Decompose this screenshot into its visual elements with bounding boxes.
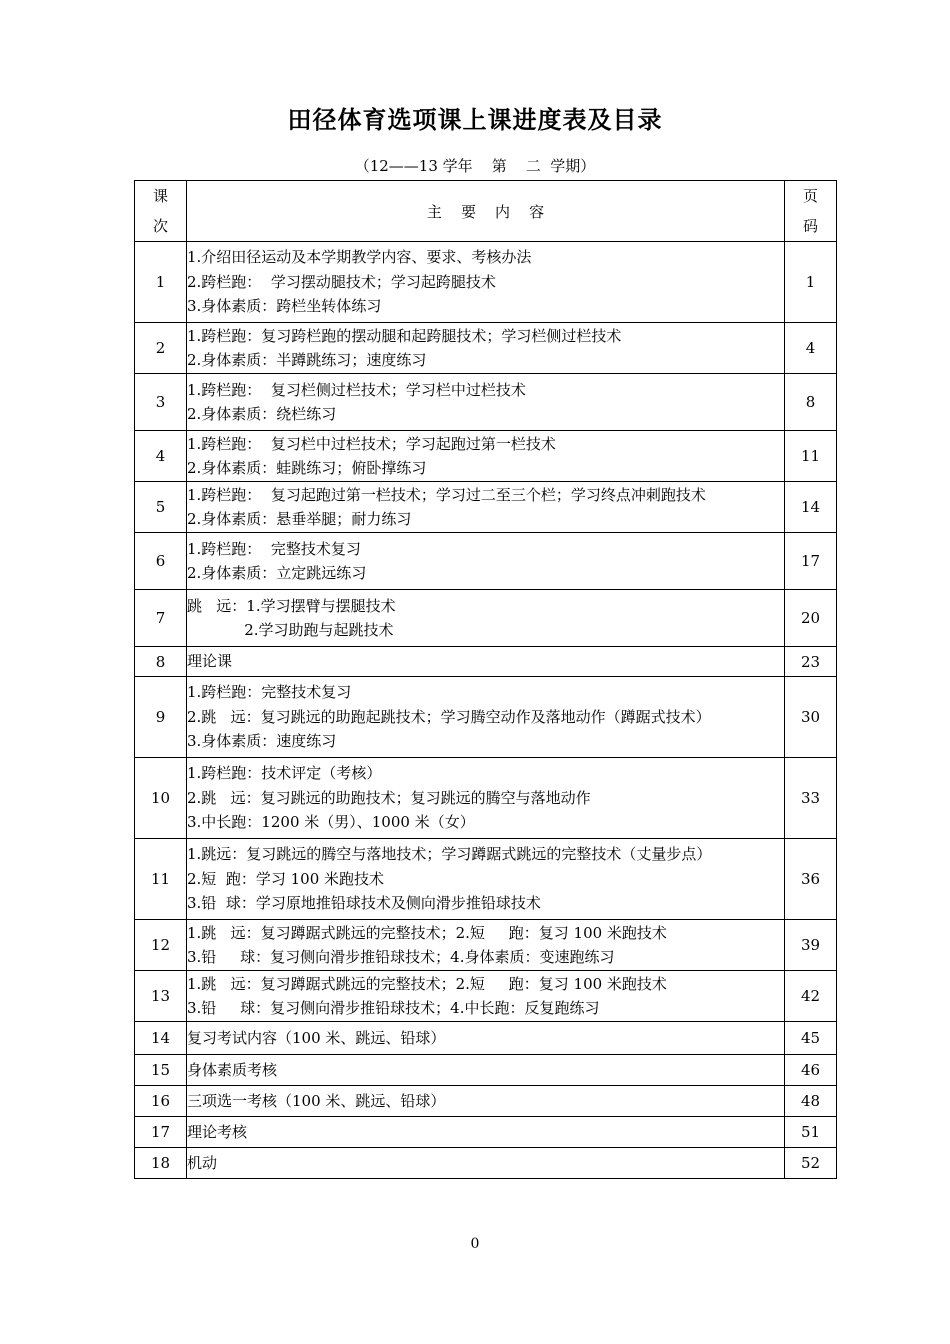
content-line: 复习考试内容（100 米、跳远、铅球）: [187, 1028, 446, 1047]
lesson-content: [187, 971, 785, 1022]
page-number-cell: 48: [785, 1086, 837, 1117]
header-lesson-number: [135, 181, 187, 242]
document-subtitle: （12——13 学年 第 二 学期）: [354, 157, 596, 175]
lesson-number: 16: [135, 1086, 187, 1117]
page-number-cell: 8: [785, 374, 837, 431]
content-line: 1.跨栏跑：完整技术复习: [187, 683, 352, 702]
content-line: 机动: [187, 1153, 218, 1172]
content-line: 3.身体素质：速度练习: [187, 732, 337, 751]
content-line: 1.跨栏跑： 复习栏中过栏技术；学习起跑过第一栏技术: [187, 434, 556, 453]
content-line: 1.介绍田径运动及本学期教学内容、要求、考核办法: [187, 248, 532, 267]
lesson-number: 10: [135, 758, 187, 839]
lesson-number: 15: [135, 1055, 187, 1086]
table-row: [135, 323, 837, 374]
content-line: 1.跳 远：复习蹲踞式跳远的完整技术；2.短 跑：复习 100 米跑技术: [187, 923, 667, 942]
table-row: [135, 431, 837, 482]
table-row: [135, 1055, 837, 1086]
content-line: 1.跨栏跑： 复习栏侧过栏技术；学习栏中过栏技术: [187, 380, 526, 399]
content-line: 理论课: [187, 652, 233, 671]
lesson-content: [187, 920, 785, 971]
page-number-cell: 51: [785, 1117, 837, 1148]
table-row: [135, 971, 837, 1022]
table-row: [135, 533, 837, 590]
lesson-number: 18: [135, 1148, 187, 1179]
content-line: 2.身体素质：半蹲跳练习；速度练习: [187, 351, 427, 369]
lesson-content: [187, 1148, 785, 1179]
table-row: [135, 1086, 837, 1117]
lesson-number: 5: [135, 482, 187, 533]
lesson-content: [187, 482, 785, 533]
header-lesson-char-1: 课: [152, 187, 168, 205]
page-number: 0: [470, 1236, 480, 1252]
content-line: 1.跨栏跑： 复习起跑过第一栏技术；学习过二至三个栏；学习终点冲刺跑技术: [187, 485, 706, 504]
lesson-content: [187, 431, 785, 482]
content-line: 1.跨栏跑：技术评定（考核）: [187, 764, 382, 783]
table-row: [135, 839, 837, 920]
content-line: 3.铅 球：复习侧向滑步推铅球技术；4.身体素质：变速跑练习: [187, 948, 615, 966]
lesson-content: [187, 242, 785, 323]
header-page-char-1: 页: [802, 187, 818, 205]
table-row: [135, 482, 837, 533]
content-line: 跳 远：1.学习摆臂与摆腿技术: [187, 596, 396, 615]
table-row: [135, 1148, 837, 1179]
page-number-cell: 46: [785, 1055, 837, 1086]
content-line: 2.身体素质：立定跳远练习: [187, 564, 367, 582]
content-line: 3.铅 球：学习原地推铅球技术及侧向滑步推铅球技术: [187, 894, 541, 913]
content-line: 1.跨栏跑： 完整技术复习: [187, 539, 361, 558]
lesson-number: 8: [135, 647, 187, 677]
content-line: 1.跳 远：复习蹲踞式跳远的完整技术；2.短 跑：复习 100 米跑技术: [187, 974, 667, 993]
content-line: 2.跨栏跑： 学习摆动腿技术；学习起跨腿技术: [187, 272, 496, 291]
page-number-cell: 17: [785, 533, 837, 590]
table-row: [135, 758, 837, 839]
header-lesson-char-2: 次: [152, 217, 168, 235]
lesson-content: [187, 1022, 785, 1055]
page-number-cell: 23: [785, 647, 837, 677]
page-number-cell: 14: [785, 482, 837, 533]
lesson-content: [187, 374, 785, 431]
lesson-number: 6: [135, 533, 187, 590]
page-number-cell: 20: [785, 590, 837, 647]
page-number-cell: 4: [785, 323, 837, 374]
header-page-char-2: 码: [802, 217, 818, 235]
content-line: 2.身体素质：悬垂举腿；耐力练习: [187, 510, 412, 528]
content-line: 3.中长跑：1200 米（男）、1000 米（女）: [187, 813, 475, 832]
lesson-content: [187, 839, 785, 920]
page-number-cell: 36: [785, 839, 837, 920]
lesson-number: 7: [135, 590, 187, 647]
lesson-number: 17: [135, 1117, 187, 1148]
content-line: 3.身体素质：跨栏坐转体练习: [187, 297, 382, 316]
content-line: 2.学习助跑与起跳技术: [187, 621, 394, 639]
lesson-content: [187, 1117, 785, 1148]
page-number-cell: 30: [785, 677, 837, 758]
table-row: [135, 374, 837, 431]
table-row: [135, 677, 837, 758]
table-row: [135, 1117, 837, 1148]
lesson-content: [187, 677, 785, 758]
table-header-row: [135, 181, 837, 242]
content-line: 三项选一考核（100 米、跳远、铅球）: [187, 1091, 446, 1110]
lesson-number: 4: [135, 431, 187, 482]
lesson-number: 9: [135, 677, 187, 758]
schedule-table: [134, 180, 837, 1179]
table-row: [135, 590, 837, 647]
lesson-content: [187, 1055, 785, 1086]
content-line: 理论考核: [187, 1122, 248, 1141]
lesson-content: [187, 647, 785, 677]
content-line: 身体素质考核: [187, 1060, 278, 1079]
content-line: 1.跳远：复习跳远的腾空与落地技术；学习蹲踞式跳远的完整技术（丈量步点）: [187, 845, 712, 864]
page-number-cell: 39: [785, 920, 837, 971]
content-line: 2.身体素质：蛙跳练习；俯卧撑练习: [187, 459, 427, 477]
table-body: [135, 242, 837, 1179]
table-row: [135, 920, 837, 971]
page-number-cell: 1: [785, 242, 837, 323]
lesson-number: 1: [135, 242, 187, 323]
header-main-content: 主 要 内 容: [187, 181, 785, 242]
page-number-cell: 52: [785, 1148, 837, 1179]
table-row: [135, 242, 837, 323]
lesson-content: [187, 758, 785, 839]
lesson-number: 12: [135, 920, 187, 971]
lesson-number: 13: [135, 971, 187, 1022]
lesson-content: [187, 1086, 785, 1117]
content-line: 2.跳 远：复习跳远的助跑起跳技术；学习腾空动作及落地动作（蹲踞式技术）: [187, 707, 711, 726]
content-line: 2.跳 远：复习跳远的助跑技术；复习跳远的腾空与落地动作: [187, 788, 591, 807]
page-number-cell: 33: [785, 758, 837, 839]
page-number-cell: 42: [785, 971, 837, 1022]
content-line: 1.跨栏跑：复习跨栏跑的摆动腿和起跨腿技术；学习栏侧过栏技术: [187, 326, 622, 345]
lesson-content: [187, 590, 785, 647]
header-page-number: [785, 181, 837, 242]
content-line: 2.短 跑：学习 100 米跑技术: [187, 869, 385, 888]
content-line: 2.身体素质：绕栏练习: [187, 405, 337, 423]
lesson-number: 3: [135, 374, 187, 431]
lesson-content: [187, 533, 785, 590]
lesson-number: 14: [135, 1022, 187, 1055]
table-row: [135, 1022, 837, 1055]
page-number-cell: 45: [785, 1022, 837, 1055]
lesson-number: 2: [135, 323, 187, 374]
lesson-number: 11: [135, 839, 187, 920]
page-number-cell: 11: [785, 431, 837, 482]
content-line: 3.铅 球：复习侧向滑步推铅球技术；4.中长跑：反复跑练习: [187, 999, 600, 1017]
document-title: 田径体育选项课上课进度表及目录: [287, 105, 663, 134]
table-row: [135, 647, 837, 677]
lesson-content: [187, 323, 785, 374]
